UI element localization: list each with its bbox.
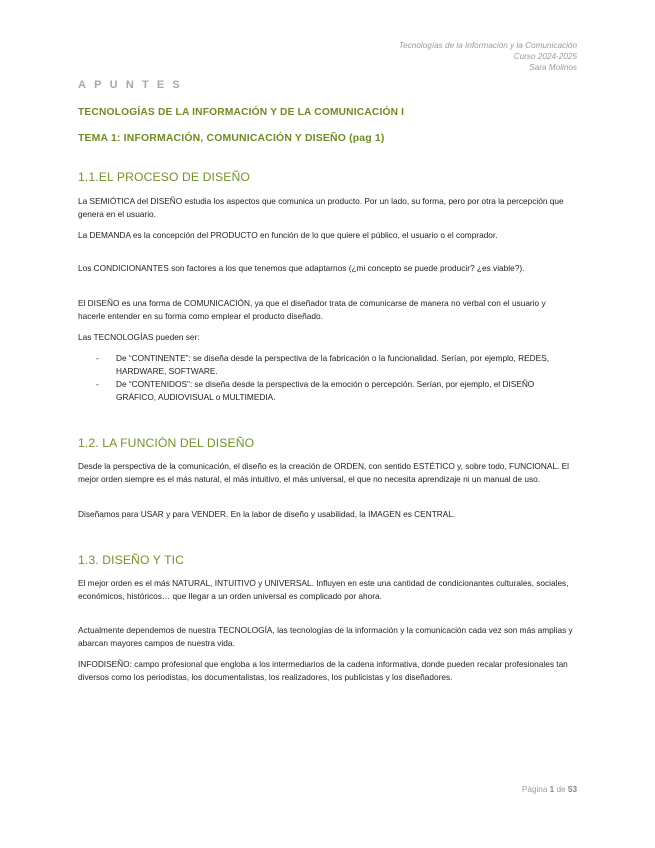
page-number-total: 53 xyxy=(567,785,577,794)
header-author: Sara Molinos xyxy=(529,63,577,72)
paragraph-infodiseno: INFODISEÑO: campo profesional que engloba a los intermediarios de la cadena informativa, donde pueden recalar profesionales tan diversos como los periodistas, los documentalistas, los realizadores, los publicistas y los diseñadores. xyxy=(78,659,568,682)
paragraph-tecnologias-intro: Las TECNOLOGÍAS pueden ser: xyxy=(78,332,200,342)
page-number-of: de xyxy=(556,785,566,794)
section-heading-1-2: 1.2. LA FUNCIÓN DEL DISEÑO xyxy=(78,436,255,450)
bullet-dash: - xyxy=(96,379,99,389)
page-number-current: 1 xyxy=(549,785,555,794)
paragraph-demanda: La DEMANDA es la concepción del PRODUCTO en función de lo que quiere el público, el usuario o el comprador. xyxy=(78,230,498,240)
paragraph-diseno-comunicacion: El DISEÑO es una forma de COMUNICACIÓN, ya que el diseñador trata de comunicarse de manera no verbal con el usuario y hacerle entender en su forma como emplear el producto diseñado. xyxy=(78,298,546,321)
page-number-prefix: Página xyxy=(521,785,548,794)
bullet-dash: - xyxy=(96,353,99,363)
section-heading-1-1: 1.1.EL PROCESO DE DISEÑO xyxy=(78,170,250,184)
apuntes-label: APUNTES xyxy=(78,79,188,91)
section-heading-1-3: 1.3. DISEÑO Y TIC xyxy=(78,553,185,567)
paragraph-condicionantes: Los CONDICIONANTES son factores a los que tenemos que adaptarnos (¿mi concepto se puede producir? ¿es viable?). xyxy=(78,263,525,273)
topic-title: TEMA 1: INFORMACIÓN, COMUNICACIÓN Y DISEÑO (pag 1) xyxy=(78,133,385,144)
paragraph-usar-vender: Diseñamos para USAR y para VENDER. En la labor de diseño y usabilidad, la IMAGEN es CENTRAL. xyxy=(78,509,456,519)
paragraph-mejor-orden: El mejor orden es el más NATURAL, INTUITIVO y UNIVERSAL. Influyen en este una cantidad de condicionantes culturales, sociales, económicos, históricos… que llegar a un orden universal es complicado por ahora. xyxy=(78,578,569,601)
paragraph-semiotica: La SEMIÓTICA del DISEÑO estudia los aspectos que comunica un producto. Por un lado, su forma, pero por otra la percepción que genera en el usuario. xyxy=(78,196,564,219)
list-item-text: De “CONTINENTE”: se diseña desde la perspectiva de la fabricación o la funcionalidad. Serían, por ejemplo, REDES, HARDWARE, SOFTWARE. xyxy=(116,353,550,376)
paragraph-funcion-orden: Desde la perspectiva de la comunicación, el diseño es la creación de ORDEN, con sentido ESTÉTICO y, sobre todo, FUNCIONAL. El mejor orden siempre es el más natural, el más intuitivo, el más universal, el que no necesita aprendizaje ni un manual de uso. xyxy=(78,461,569,484)
document-title: TECNOLOGÍAS DE LA INFORMACIÓN Y DE LA COMUNICACIÓN I xyxy=(78,107,405,118)
header-course-name: Tecnologías de la Información y la Comunicación xyxy=(398,41,577,50)
page-number xyxy=(522,785,577,794)
tecnologias-list xyxy=(78,352,573,404)
page-header xyxy=(399,40,577,73)
list-item xyxy=(78,352,573,378)
header-course-year: Curso 2024-2025 xyxy=(513,52,577,61)
paragraph-tecnologia: Actualmente dependemos de nuestra TECNOLOGÍA, las tecnologías de la información y la comunicación cada vez son más amplias y abarcan mayores campos de nuestra vida. xyxy=(78,625,573,648)
list-item xyxy=(78,378,573,404)
list-item-text: De “CONTENIDOS”: se diseña desde la perspectiva de la emoción o percepción. Serían, por ejemplo, el DISEÑO GRÁFICO, AUDIOVISUAL o MULTIMEDIA. xyxy=(116,379,535,402)
